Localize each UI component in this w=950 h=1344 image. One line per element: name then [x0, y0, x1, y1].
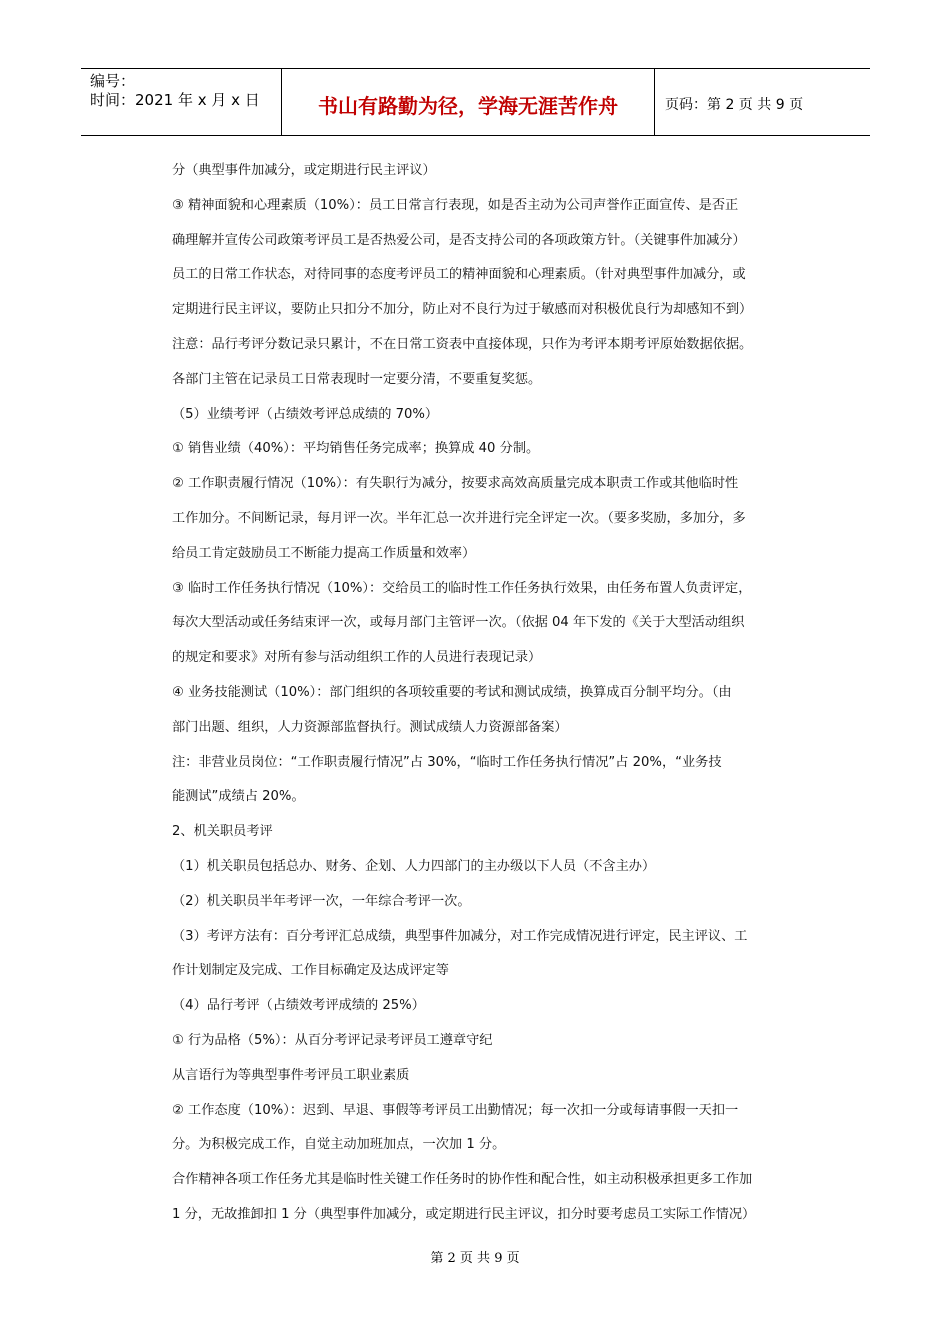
document-body [172, 158, 812, 1237]
body-text-line: 注意：品行考评分数记录只累计，不在日常工资表中直接体现，只作为考评本期考评原始数据依据。 [172, 336, 753, 352]
page-footer: 第 2 页 共 9 页 [430, 1251, 520, 1266]
body-text-line: 1 分，无故推卸扣 1 分（典型事件加减分，或定期进行民主评议，扣分时要考虑员工实际工作情况） [172, 1206, 756, 1222]
document-date: 时间：2021 年 x 月 x 日 [90, 91, 260, 109]
body-text-line: 分（典型事件加减分，或定期进行民主评议） [172, 163, 436, 178]
body-text-line: 各部门主管在记录员工日常表现时一定要分清，不要重复奖惩。 [172, 371, 542, 387]
body-text-line: 从言语行为等典型事件考评员工职业素质 [172, 1067, 410, 1083]
body-text-line: 合作精神各项工作任务尤其是临时性关键工作任务时的协作性和配合性，如主动积极承担更多工作加 [172, 1172, 753, 1188]
body-text-line: 每次大型活动或任务结束评一次，或每月部门主管评一次。（依据 04 年下发的《关于大型活动组织 [172, 615, 745, 631]
body-text-line: 的规定和要求》对所有参与活动组织工作的人员进行表现记录） [172, 650, 542, 666]
header-motto: 书山有路勤为径，学海无涯苦作舟 [282, 69, 655, 135]
body-text-line: 部门出题、组织，人力资源部监督执行。测试成绩人力资源部备案） [172, 719, 568, 735]
body-text-line: 能测试”成绩占 20%。 [172, 789, 305, 805]
body-text-line: （5）业绩考评（占绩效考评总成绩的 70%） [172, 406, 439, 422]
body-text-line: ② 工作态度（10%）：迟到、早退、事假等考评员工出勤情况；每一次扣一分或每请事假一天扣一 [172, 1102, 739, 1118]
body-text-line: ② 工作职责履行情况（10%）：有失职行为减分，按要求高效高质量完成本职责工作或其他临时性 [172, 476, 739, 492]
header-meta [81, 69, 282, 135]
body-text-line: ③ 临时工作任务执行情况（10%）：交给员工的临时性工作任务执行效果，由任务布置人负责评定， [172, 580, 752, 596]
body-text-line: ③ 精神面貌和心理素质（10%）：员工日常言行表现，如是否主动为公司声誉作正面宣传、是否正 [172, 197, 739, 213]
header-page-info: 页码：第 2 页 共 9 页 [665, 96, 804, 113]
body-text-line: 作计划制定及完成、工作目标确定及达成评定等 [172, 963, 449, 979]
body-text-line: （1）机关职员包括总办、财务、企划、人力四部门的主办级以下人员（不含主办） [172, 858, 656, 874]
body-text-line: 员工的日常工作状态，对待同事的态度考评员工的精神面貌和心理素质。（针对典型事件加减分，或 [172, 267, 746, 283]
body-text-line: ① 销售业绩（40%）：平均销售任务完成率；换算成 40 分制。 [172, 441, 540, 457]
body-text-line: （2）机关职员半年考评一次，一年综合考评一次。 [172, 893, 471, 909]
body-text-line: 2、机关职员考评 [172, 824, 273, 840]
body-text-line: 工作加分。不间断记录，每月评一次。半年汇总一次并进行完全评定一次。（要多奖励，多加分，多 [172, 510, 746, 526]
body-text-line: 确理解并宣传公司政策考评员工是否热爱公司，是否支持公司的各项政策方针。（关键事件加减分） [172, 232, 746, 248]
body-text-line: （4）品行考评（占绩效考评成绩的 25%） [172, 998, 425, 1014]
body-text-line: 分。为积极完成工作，自觉主动加班加点，一次加 1 分。 [172, 1137, 506, 1153]
page-header [81, 68, 870, 136]
body-text-line: ④ 业务技能测试（10%）：部门组织的各项较重要的考试和测试成绩，换算成百分制平均分。（由 [172, 684, 732, 700]
body-text-line: 给员工肯定鼓励员工不断能力提高工作质量和效率） [172, 545, 476, 561]
body-text-line: 注：非营业员岗位：“工作职责履行情况”占 30%，“临时工作任务执行情况”占 20%，“业务技 [172, 754, 722, 770]
document-number-label: 编号： [90, 72, 136, 90]
body-text-line: 定期进行民主评议，要防止只扣分不加分，防止对不良行为过于敏感而对积极优良行为却感知不到） [172, 302, 753, 318]
body-text-line: ① 行为品格（5%）：从百分考评记录考评员工遵章守纪 [172, 1032, 493, 1048]
body-text-line: （3）考评方法有：百分考评汇总成绩，典型事件加减分，对工作完成情况进行评定，民主评议、工 [172, 928, 748, 944]
